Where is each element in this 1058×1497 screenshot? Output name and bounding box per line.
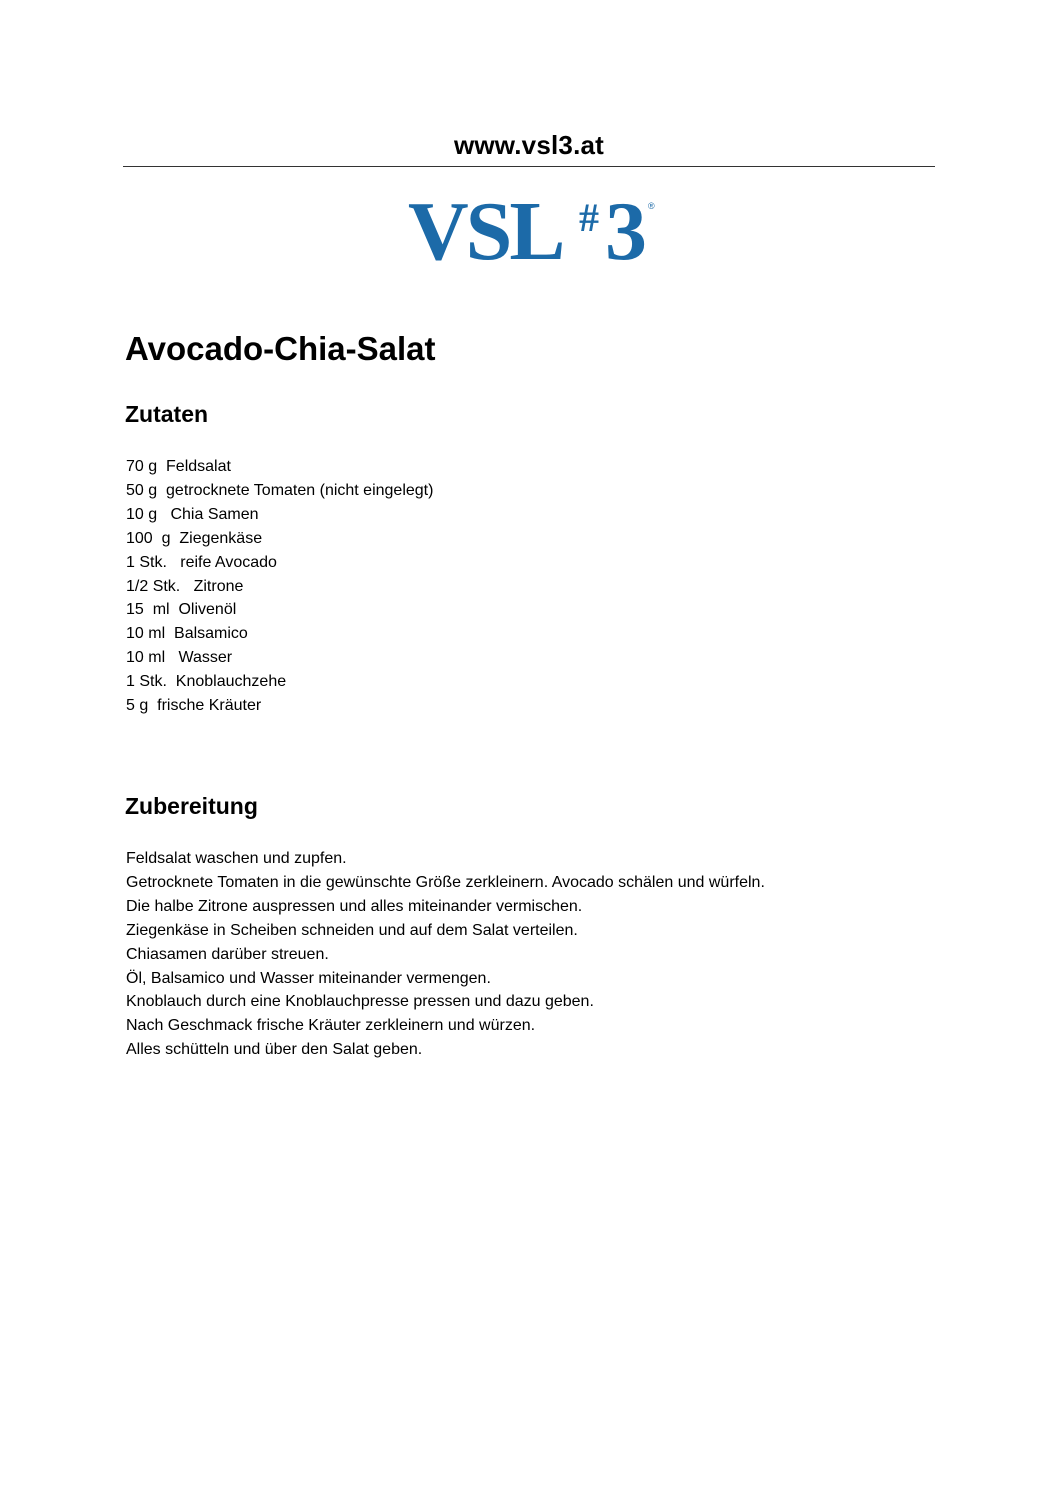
ingredient-item: 70 g Feldsalat <box>126 458 231 475</box>
ingredient-item: 1 Stk. Knoblauchzehe <box>126 673 287 691</box>
ingredient-item: 100 g Ziegenkäse <box>126 529 263 547</box>
preparation-step: Öl, Balsamico und Wasser miteinander vermengen. <box>126 969 491 987</box>
header-divider <box>123 166 935 167</box>
preparation-step: Knoblauch durch eine Knoblauchpresse pressen und dazu geben. <box>126 993 594 1011</box>
logo-text-hash: # <box>579 195 599 240</box>
ingredient-item: 5 g frische Kräuter <box>126 697 262 715</box>
ingredient-item: 50 g getrocknete Tomaten (nicht eingelegt) <box>126 481 434 499</box>
ingredient-item: 10 ml Balsamico <box>126 625 248 643</box>
recipe-title: Avocado-Chia-Salat <box>125 330 436 367</box>
ingredient-item: 1/2 Stk. Zitrone <box>126 577 244 595</box>
preparation-steps <box>126 847 765 1062</box>
preparation-step: Feldsalat waschen und zupfen. <box>126 850 347 867</box>
ingredient-item: 1 Stk. reife Avocado <box>126 553 277 571</box>
preparation-step: Nach Geschmack frische Kräuter zerkleinern und würzen. <box>126 1017 536 1035</box>
preparation-step: Ziegenkäse in Scheiben schneiden und auf dem Salat verteilen. <box>126 921 578 939</box>
logo-registered-mark: ® <box>648 201 655 211</box>
ingredient-list <box>126 455 433 718</box>
logo-text-vsl: VSL <box>408 185 563 278</box>
preparation-step: Die halbe Zitrone auspressen und alles miteinander vermischen. <box>126 897 583 915</box>
preparation-heading: Zubereitung <box>125 793 258 819</box>
ingredient-item: 10 g Chia Samen <box>126 505 259 523</box>
preparation-step: Getrocknete Tomaten in die gewünschte Größe zerkleinern. Avocado schälen und würfeln. <box>126 873 765 891</box>
preparation-step: Alles schütteln und über den Salat geben. <box>126 1041 423 1059</box>
ingredients-heading: Zutaten <box>125 401 209 427</box>
preparation-step: Chiasamen darüber streuen. <box>126 945 329 963</box>
ingredient-item: 10 ml Wasser <box>126 649 233 667</box>
logo-text-digit: 3 <box>605 185 647 278</box>
ingredient-item: 15 ml Olivenöl <box>126 601 237 619</box>
header-url: www.vsl3.at <box>453 130 605 160</box>
vsl3-logo <box>408 185 658 278</box>
